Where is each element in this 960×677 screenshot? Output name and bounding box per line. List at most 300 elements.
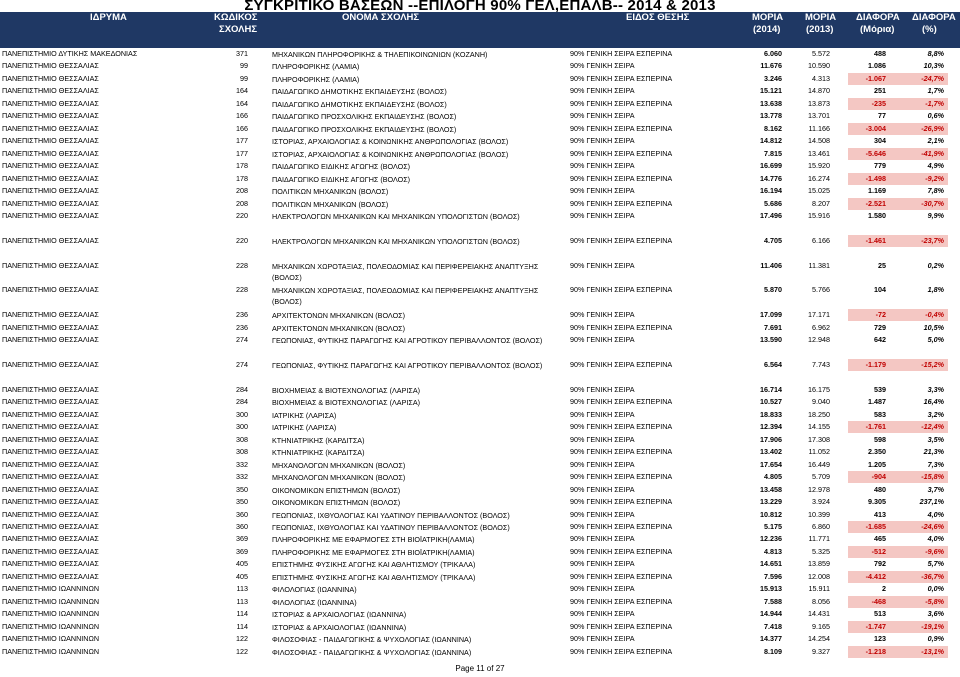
cell-points-2013: 15.025 [808, 186, 830, 196]
cell-school-code: 178 [236, 173, 248, 183]
cell-diff-points: -904 [871, 472, 886, 482]
cell-points-2014: 12.236 [760, 534, 782, 544]
cell-points-2013: 13.859 [808, 559, 830, 569]
table-row [0, 60, 960, 72]
cell-diff-points: 1.086 [868, 61, 886, 71]
cell-school-code: 122 [236, 646, 248, 656]
cell-university: ΠΑΝΕΠΙΣΤΗΜΙΟ ΘΕΣΣΑΛΙΑΣ [2, 260, 99, 270]
header-name: ΟΝΟΜΑ ΣΧΟΛΗΣ [342, 12, 420, 23]
cell-school-name: ΟΙΚΟΝΟΜΙΚΩΝ ΕΠΙΣΤΗΜΩΝ (ΒΟΛΟΣ) [272, 485, 401, 495]
cell-points-2013: 11.771 [808, 534, 830, 544]
cell-diff-percent: 3,3% [927, 384, 944, 394]
cell-university: ΠΑΝΕΠΙΣΤΗΜΙΟ ΘΕΣΣΑΛΙΑΣ [2, 148, 99, 158]
cell-points-2014: 7.691 [764, 322, 782, 332]
cell-diff-percent: 3,2% [927, 409, 944, 419]
cell-seat-type: 90% ΓΕΝΙΚΗ ΣΕΙΡΑ ΕΣΠΕΡΙΝΑ [570, 646, 673, 656]
cell-university: ΠΑΝΕΠΙΣΤΗΜΙΟ ΙΩΑΝΝΙΝΩΝ [2, 596, 100, 606]
cell-school-name: ΦΙΛΟΣΟΦΙΑΣ - ΠΑΙΔΑΓΩΓΙΚΗΣ & ΨΥΧΟΛΟΓΙΑΣ (ΙΩΑΝΝΙΝΑ) [272, 647, 472, 657]
cell-diff-percent: 5,7% [927, 559, 944, 569]
cell-school-name: ΠΛΗΡΟΦΟΡΙΚΗΣ (ΛΑΜΙΑ) [272, 62, 360, 72]
cell-diff-percent: 4,0% [927, 534, 944, 544]
cell-school-name: ΠΟΛΙΤΙΚΩΝ ΜΗΧΑΝΙΚΩΝ (ΒΟΛΟΣ) [272, 187, 389, 197]
cell-seat-type: 90% ΓΕΝΙΚΗ ΣΕΙΡΑ ΕΣΠΕΡΙΝΑ [570, 497, 673, 507]
cell-school-name: ΠΑΙΔΑΓΩΓΙΚΟ ΕΙΔΙΚΗΣ ΑΓΩΓΗΣ (ΒΟΛΟΣ) [272, 174, 411, 184]
table-row [0, 446, 960, 458]
table-row [0, 484, 960, 496]
cell-points-2014: 5.175 [764, 521, 782, 531]
cell-points-2014: 16.699 [760, 161, 782, 171]
table-row [0, 521, 960, 533]
cell-university: ΠΑΝΕΠΙΣΤΗΜΙΟ ΘΕΣΣΑΛΙΑΣ [2, 235, 99, 245]
header-seat: ΕΙΔΟΣ ΘΕΣΗΣ [626, 12, 690, 23]
table-row [0, 160, 960, 172]
cell-seat-type: 90% ΓΕΝΙΚΗ ΣΕΙΡΑ ΕΣΠΕΡΙΝΑ [570, 422, 673, 432]
table-row [0, 633, 960, 645]
cell-diff-percent: 8,8% [927, 49, 944, 58]
table-row [0, 546, 960, 558]
cell-diff-points: 779 [874, 161, 886, 171]
cell-seat-type: 90% ΓΕΝΙΚΗ ΣΕΙΡΑ ΕΣΠΕΡΙΝΑ [570, 123, 673, 133]
cell-points-2014: 16.714 [760, 384, 782, 394]
cell-school-name: ΦΙΛΟΛΟΓΙΑΣ (ΙΩΑΝΝΙΝΑ) [272, 597, 357, 607]
cell-seat-type: 90% ΓΕΝΙΚΗ ΣΕΙΡΑ ΕΣΠΕΡΙΝΑ [570, 73, 673, 83]
cell-points-2014: 6.564 [764, 360, 782, 370]
cell-diff-percent: -5,8% [925, 596, 944, 606]
cell-diff-percent: -1,7% [925, 98, 944, 108]
header-code: ΚΩΔΙΚΟΣ [214, 12, 258, 23]
cell-school-code: 284 [236, 397, 248, 407]
cell-diff-percent: 3,7% [927, 484, 944, 494]
cell-diff-percent: 0,9% [927, 634, 944, 644]
cell-diff-percent: -36,7% [921, 571, 944, 581]
cell-diff-points: -1.218 [865, 646, 886, 656]
cell-school-code: 177 [236, 136, 248, 146]
cell-school-code: 236 [236, 310, 248, 320]
cell-diff-points: 251 [874, 86, 886, 96]
cell-diff-points: 2.350 [868, 447, 886, 457]
page-title: ΣΥΓΚΡΙΤΙΚΟ ΒΑΣΕΩΝ --ΕΠΙΛΟΓΗ 90% ΓΕΛ,ΕΠΑΛΒ-- 2014 & 2013 [244, 0, 716, 12]
table-row [0, 48, 960, 60]
cell-diff-percent: -12,4% [921, 422, 944, 432]
header-m14: ΜΟΡΙΑ [752, 12, 784, 23]
cell-school-name: ΠΑΙΔΑΓΩΓΙΚΟ ΔΗΜΟΤΙΚΗΣ ΕΚΠΑΙΔΕΥΣΗΣ (ΒΟΛΟΣ) [272, 99, 447, 109]
cell-university: ΠΑΝΕΠΙΣΤΗΜΙΟ ΘΕΣΣΑΛΙΑΣ [2, 198, 99, 208]
cell-points-2013: 14.431 [808, 609, 830, 619]
cell-school-name: ΕΠΙΣΤΗΜΗΣ ΦΥΣΙΚΗΣ ΑΓΩΓΗΣ ΚΑΙ ΑΘΛΗΤΙΣΜΟΥ (ΤΡΙΚΑΛΑ) [272, 560, 476, 570]
cell-diff-points: -72 [875, 310, 886, 320]
cell-diff-points: 9.305 [868, 497, 886, 507]
table-row [0, 409, 960, 421]
cell-points-2014: 13.402 [760, 447, 782, 457]
cell-diff-points: 77 [878, 111, 886, 121]
cell-points-2014: 6.060 [764, 49, 782, 58]
cell-seat-type: 90% ΓΕΝΙΚΗ ΣΕΙΡΑ [570, 61, 635, 71]
header-pct: ΔΙΑΦΟΡΑ [912, 12, 956, 23]
cell-school-name: ΙΣΤΟΡΙΑΣ, ΑΡΧΑΙΟΛΟΓΙΑΣ & ΚΟΙΝΩΝΙΚΗΣ ΑΝΘΡΩΠΟΛΟΓΙΑΣ (ΒΟΛΟΣ) [272, 137, 509, 147]
cell-points-2014: 11.676 [760, 61, 782, 71]
cell-school-code: 164 [236, 98, 248, 108]
cell-university: ΠΑΝΕΠΙΣΤΗΜΙΟ ΘΕΣΣΑΛΙΑΣ [2, 509, 99, 519]
cell-diff-percent: 1,8% [927, 285, 944, 295]
cell-diff-points: -1.498 [865, 173, 886, 183]
table-row [0, 621, 960, 633]
cell-diff-points: 465 [874, 534, 886, 544]
cell-points-2013: 14.870 [808, 86, 830, 96]
cell-university: ΠΑΝΕΠΙΣΤΗΜΙΟ ΙΩΑΝΝΙΝΩΝ [2, 634, 100, 644]
cell-points-2013: 13.701 [808, 111, 830, 121]
cell-school-code: 284 [236, 384, 248, 394]
cell-school-code: 405 [236, 559, 248, 569]
table-row [0, 322, 960, 334]
header-m13-year: (2013) [806, 24, 834, 35]
header-m13: ΜΟΡΙΑ [805, 12, 837, 23]
cell-school-code: 350 [236, 497, 248, 507]
cell-points-2014: 5.870 [764, 285, 782, 295]
cell-school-name: ΠΑΙΔΑΓΩΓΙΚΟ ΔΗΜΟΤΙΚΗΣ ΕΚΠΑΙΔΕΥΣΗΣ (ΒΟΛΟΣ) [272, 87, 447, 97]
cell-seat-type: 90% ΓΕΝΙΚΗ ΣΕΙΡΑ [570, 136, 635, 146]
cell-points-2013: 14.254 [808, 634, 830, 644]
cell-seat-type: 90% ΓΕΝΙΚΗ ΣΕΙΡΑ [570, 459, 635, 469]
cell-diff-percent: -9,2% [925, 173, 944, 183]
cell-school-name: ΚΤΗΝΙΑΤΡΙΚΗΣ (ΚΑΡΔΙΤΣΑ) [272, 435, 365, 445]
cell-points-2014: 17.496 [760, 211, 782, 221]
cell-university: ΠΑΝΕΠΙΣΤΗΜΙΟ ΘΕΣΣΑΛΙΑΣ [2, 211, 99, 221]
cell-diff-points: 583 [874, 409, 886, 419]
cell-diff-percent: -24,6% [921, 521, 944, 531]
cell-school-name: ΙΣΤΟΡΙΑΣ & ΑΡΧΑΙΟΛΟΓΙΑΣ (ΙΩΑΝΝΙΝΑ) [272, 610, 407, 620]
cell-diff-points: 413 [874, 509, 886, 519]
cell-points-2014: 13.638 [760, 98, 782, 108]
cell-school-code: 166 [236, 123, 248, 133]
cell-seat-type: 90% ΓΕΝΙΚΗ ΣΕΙΡΑ ΕΣΠΕΡΙΝΑ [570, 546, 673, 556]
cell-university: ΠΑΝΕΠΙΣΤΗΜΙΟ ΘΕΣΣΑΛΙΑΣ [2, 546, 99, 556]
cell-diff-percent: 2,1% [927, 136, 944, 146]
cell-school-code: 220 [236, 211, 248, 221]
cell-university: ΠΑΝΕΠΙΣΤΗΜΙΟ ΘΕΣΣΑΛΙΑΣ [2, 111, 99, 121]
cell-school-name: ΜΗΧΑΝΙΚΩΝ ΠΛΗΡΟΦΟΡΙΚΗΣ & ΤΗΛΕΠΙΚΟΙΝΩΝΙΩΝ (ΚΟΖΑΝΗ) [272, 50, 488, 59]
table-row [0, 434, 960, 446]
cell-points-2013: 11.052 [808, 447, 830, 457]
cell-points-2014: 14.944 [760, 609, 782, 619]
cell-points-2014: 17.906 [760, 434, 782, 444]
table-row [0, 85, 960, 97]
cell-diff-points: -1.461 [865, 235, 886, 245]
cell-diff-percent: 10,5% [923, 322, 944, 332]
cell-seat-type: 90% ΓΕΝΙΚΗ ΣΕΙΡΑ [570, 434, 635, 444]
cell-diff-points: -4.412 [865, 571, 886, 581]
cell-seat-type: 90% ΓΕΝΙΚΗ ΣΕΙΡΑ ΕΣΠΕΡΙΝΑ [570, 322, 673, 332]
cell-university: ΠΑΝΕΠΙΣΤΗΜΙΟ ΘΕΣΣΑΛΙΑΣ [2, 571, 99, 581]
cell-points-2014: 18.833 [760, 409, 782, 419]
table-row [0, 596, 960, 608]
table-row [0, 359, 960, 384]
cell-school-code: 208 [236, 186, 248, 196]
table-row [0, 558, 960, 570]
cell-diff-percent: 0,6% [927, 111, 944, 121]
table-row [0, 396, 960, 408]
cell-points-2013: 7.743 [812, 360, 830, 370]
cell-points-2014: 11.406 [760, 260, 782, 270]
cell-points-2013: 15.916 [808, 211, 830, 221]
cell-points-2014: 7.418 [764, 621, 782, 631]
table-row [0, 135, 960, 147]
table-row [0, 571, 960, 583]
cell-seat-type: 90% ΓΕΝΙΚΗ ΣΕΙΡΑ [570, 260, 635, 270]
cell-diff-percent: -9,6% [925, 546, 944, 556]
cell-school-name: ΠΑΙΔΑΓΩΓΙΚΟ ΠΡΟΣΧΟΛΙΚΗΣ ΕΚΠΑΙΔΕΥΣΗΣ (ΒΟΛΟΣ) [272, 124, 457, 134]
cell-points-2014: 8.109 [764, 646, 782, 656]
cell-points-2013: 12.978 [808, 484, 830, 494]
cell-diff-points: 1.169 [868, 186, 886, 196]
cell-points-2013: 15.911 [808, 584, 830, 594]
cell-university: ΠΑΝΕΠΙΣΤΗΜΙΟ ΘΕΣΣΑΛΙΑΣ [2, 161, 99, 171]
cell-school-name: ΜΗΧΑΝΙΚΩΝ ΧΩΡΟΤΑΞΙΑΣ, ΠΟΛΕΟΔΟΜΙΑΣ ΚΑΙ ΠΕΡΙΦΕΡΕΙΑΚΗΣ ΑΝΑΠΤΥΞΗΣ (ΒΟΛΟΣ) [272, 261, 539, 282]
cell-points-2013: 9.327 [812, 646, 830, 656]
cell-points-2013: 18.250 [808, 409, 830, 419]
cell-diff-points: 104 [874, 285, 886, 295]
cell-points-2013: 5.709 [812, 472, 830, 482]
cell-points-2013: 11.166 [808, 123, 830, 133]
cell-points-2014: 14.377 [760, 634, 782, 644]
cell-seat-type: 90% ΓΕΝΙΚΗ ΣΕΙΡΑ ΕΣΠΕΡΙΝΑ [570, 521, 673, 531]
cell-points-2014: 16.194 [760, 186, 782, 196]
cell-school-name: ΒΙΟΧΗΜΕΙΑΣ & ΒΙΟΤΕΧΝΟΛΟΓΙΑΣ (ΛΑΡΙΣΑ) [272, 385, 421, 395]
cell-school-name: ΠΛΗΡΟΦΟΡΙΚΗΣ ΜΕ ΕΦΑΡΜΟΓΕΣ ΣΤΗ ΒΙΟΪΑΤΡΙΚΗ(ΛΑΜΙΑ) [272, 535, 475, 545]
cell-diff-points: -3.004 [865, 123, 886, 133]
cell-seat-type: 90% ΓΕΝΙΚΗ ΣΕΙΡΑ [570, 86, 635, 96]
cell-university: ΠΑΝΕΠΙΣΤΗΜΙΟ ΘΕΣΣΑΛΙΑΣ [2, 61, 99, 71]
header-diff: ΔΙΑΦΟΡΑ [856, 12, 900, 23]
cell-diff-points: 488 [874, 49, 886, 58]
cell-school-code: 360 [236, 521, 248, 531]
cell-school-name: ΙΣΤΟΡΙΑΣ, ΑΡΧΑΙΟΛΟΓΙΑΣ & ΚΟΙΝΩΝΙΚΗΣ ΑΝΘΡΩΠΟΛΟΓΙΑΣ (ΒΟΛΟΣ) [272, 149, 509, 159]
cell-school-code: 113 [236, 596, 248, 606]
cell-seat-type: 90% ΓΕΝΙΚΗ ΣΕΙΡΑ [570, 186, 635, 196]
cell-school-name: ΠΟΛΙΤΙΚΩΝ ΜΗΧΑΝΙΚΩΝ (ΒΟΛΟΣ) [272, 199, 389, 209]
header-uni: ΙΔΡΥΜΑ [90, 12, 127, 23]
cell-points-2014: 12.394 [760, 422, 782, 432]
cell-diff-points: -1.747 [865, 621, 886, 631]
cell-points-2013: 8.207 [812, 198, 830, 208]
cell-school-name: ΓΕΩΠΟΝΙΑΣ, ΙΧΘΥΟΛΟΓΙΑΣ ΚΑΙ ΥΔΑΤΙΝΟΥ ΠΕΡΙΒΑΛΛΟΝΤΟΣ (ΒΟΛΟΣ) [272, 522, 510, 532]
cell-seat-type: 90% ΓΕΝΙΚΗ ΣΕΙΡΑ ΕΣΠΕΡΙΝΑ [570, 621, 673, 631]
cell-diff-percent: 16,4% [923, 397, 944, 407]
cell-points-2013: 16.274 [808, 173, 830, 183]
cell-points-2013: 10.590 [808, 61, 830, 71]
cell-diff-points: 1.205 [868, 459, 886, 469]
table-row [0, 284, 960, 309]
cell-university: ΠΑΝΕΠΙΣΤΗΜΙΟ ΘΕΣΣΑΛΙΑΣ [2, 434, 99, 444]
cell-school-name: ΓΕΩΠΟΝΙΑΣ, ΦΥΤΙΚΗΣ ΠΑΡΑΓΩΓΗΣ ΚΑΙ ΑΓΡΟΤΙΚΟΥ ΠΕΡΙΒΑΛΛΟΝΤΟΣ (ΒΟΛΟΣ) [272, 361, 543, 371]
table-row [0, 384, 960, 396]
cell-school-code: 300 [236, 409, 248, 419]
cell-school-name: ΦΙΛΟΣΟΦΙΑΣ - ΠΑΙΔΑΓΩΓΙΚΗΣ & ΨΥΧΟΛΟΓΙΑΣ (ΙΩΑΝΝΙΝΑ) [272, 635, 472, 645]
cell-school-code: 177 [236, 148, 248, 158]
cell-university: ΠΑΝΕΠΙΣΤΗΜΙΟ ΘΕΣΣΑΛΙΑΣ [2, 472, 99, 482]
cell-school-code: 405 [236, 571, 248, 581]
cell-university: ΠΑΝΕΠΙΣΤΗΜΙΟ ΘΕΣΣΑΛΙΑΣ [2, 173, 99, 183]
cell-school-name: ΜΗΧΑΝΟΛΟΓΩΝ ΜΗΧΑΝΙΚΩΝ (ΒΟΛΟΣ) [272, 460, 406, 470]
cell-school-code: 178 [236, 161, 248, 171]
cell-seat-type: 90% ΓΕΝΙΚΗ ΣΕΙΡΑ [570, 584, 635, 594]
cell-seat-type: 90% ΓΕΝΙΚΗ ΣΕΙΡΑ ΕΣΠΕΡΙΝΑ [570, 472, 673, 482]
cell-points-2013: 6.962 [812, 322, 830, 332]
cell-diff-percent: 21,3% [923, 447, 944, 457]
cell-diff-percent: 7,3% [927, 459, 944, 469]
cell-seat-type: 90% ΓΕΝΙΚΗ ΣΕΙΡΑ ΕΣΠΕΡΙΝΑ [570, 285, 673, 295]
cell-points-2013: 3.924 [812, 497, 830, 507]
cell-university: ΠΑΝΕΠΙΣΤΗΜΙΟ ΘΕΣΣΑΛΙΑΣ [2, 397, 99, 407]
cell-seat-type: 90% ΓΕΝΙΚΗ ΣΕΙΡΑ [570, 409, 635, 419]
cell-school-code: 113 [236, 584, 248, 594]
cell-seat-type: 90% ΓΕΝΙΚΗ ΣΕΙΡΑ ΕΣΠΕΡΙΝΑ [570, 571, 673, 581]
cell-points-2013: 14.508 [808, 136, 830, 146]
table-row [0, 309, 960, 321]
cell-diff-points: 598 [874, 434, 886, 444]
table-row [0, 173, 960, 185]
table-row [0, 471, 960, 483]
cell-university: ΠΑΝΕΠΙΣΤΗΜΙΟ ΘΕΣΣΑΛΙΑΣ [2, 285, 99, 295]
cell-school-name: ΚΤΗΝΙΑΤΡΙΚΗΣ (ΚΑΡΔΙΤΣΑ) [272, 448, 365, 458]
table-row [0, 533, 960, 545]
cell-points-2013: 16.175 [808, 384, 830, 394]
cell-seat-type: 90% ΓΕΝΙΚΗ ΣΕΙΡΑ [570, 634, 635, 644]
table-row [0, 198, 960, 210]
cell-points-2013: 12.948 [808, 335, 830, 345]
cell-diff-points: 123 [874, 634, 886, 644]
cell-points-2014: 17.099 [760, 310, 782, 320]
cell-school-code: 166 [236, 111, 248, 121]
cell-school-code: 332 [236, 459, 248, 469]
cell-diff-points: -5.646 [865, 148, 886, 158]
cell-points-2013: 17.308 [808, 434, 830, 444]
cell-seat-type: 90% ΓΕΝΙΚΗ ΣΕΙΡΑ ΕΣΠΕΡΙΝΑ [570, 173, 673, 183]
cell-diff-percent: -0,4% [925, 310, 944, 320]
cell-seat-type: 90% ΓΕΝΙΚΗ ΣΕΙΡΑ [570, 384, 635, 394]
cell-school-code: 360 [236, 509, 248, 519]
cell-school-code: 300 [236, 422, 248, 432]
cell-points-2013: 9.040 [812, 397, 830, 407]
cell-school-code: 228 [236, 285, 248, 295]
table-row [0, 73, 960, 85]
cell-points-2013: 13.873 [808, 98, 830, 108]
cell-seat-type: 90% ΓΕΝΙΚΗ ΣΕΙΡΑ [570, 609, 635, 619]
table-row [0, 334, 960, 359]
cell-points-2013: 12.008 [808, 571, 830, 581]
cell-school-name: ΒΙΟΧΗΜΕΙΑΣ & ΒΙΟΤΕΧΝΟΛΟΓΙΑΣ (ΛΑΡΙΣΑ) [272, 398, 421, 408]
cell-school-code: 350 [236, 484, 248, 494]
cell-university: ΠΑΝΕΠΙΣΤΗΜΙΟ ΘΕΣΣΑΛΙΑΣ [2, 384, 99, 394]
cell-diff-percent: -41,9% [921, 148, 944, 158]
cell-points-2014: 4.705 [764, 235, 782, 245]
cell-points-2013: 13.461 [808, 148, 830, 158]
cell-school-name: ΑΡΧΙΤΕΚΤΟΝΩΝ ΜΗΧΑΝΙΚΩΝ (ΒΟΛΟΣ) [272, 323, 405, 333]
cell-seat-type: 90% ΓΕΝΙΚΗ ΣΕΙΡΑ [570, 161, 635, 171]
cell-school-code: 369 [236, 546, 248, 556]
cell-school-name: ΙΑΤΡΙΚΗΣ (ΛΑΡΙΣΑ) [272, 410, 337, 420]
cell-school-code: 114 [236, 621, 248, 631]
cell-school-code: 164 [236, 86, 248, 96]
table-row [0, 646, 960, 658]
cell-points-2014: 5.686 [764, 198, 782, 208]
table-row [0, 260, 960, 285]
table-header [0, 12, 960, 48]
cell-diff-points: -1.685 [865, 521, 886, 531]
cell-school-name: ΗΛΕΚΤΡΟΛΟΓΩΝ ΜΗΧΑΝΙΚΩΝ ΚΑΙ ΜΗΧΑΝΙΚΩΝ ΥΠΟΛΟΓΙΣΤΩΝ (ΒΟΛΟΣ) [272, 236, 520, 246]
cell-points-2014: 13.590 [760, 335, 782, 345]
cell-school-name: ΙΑΤΡΙΚΗΣ (ΛΑΡΙΣΑ) [272, 423, 337, 433]
table-row [0, 608, 960, 620]
cell-seat-type: 90% ΓΕΝΙΚΗ ΣΕΙΡΑ [570, 484, 635, 494]
cell-points-2013: 6.166 [812, 235, 830, 245]
table-row [0, 185, 960, 197]
table-row [0, 496, 960, 508]
cell-diff-percent: -24,7% [921, 73, 944, 83]
cell-university: ΠΑΝΕΠΙΣΤΗΜΙΟ ΙΩΑΝΝΙΝΩΝ [2, 621, 100, 631]
cell-school-code: 371 [236, 49, 248, 58]
cell-diff-points: -512 [871, 546, 886, 556]
cell-points-2014: 10.527 [760, 397, 782, 407]
cell-diff-points: 513 [874, 609, 886, 619]
cell-school-name: ΓΕΩΠΟΝΙΑΣ, ΦΥΤΙΚΗΣ ΠΑΡΑΓΩΓΗΣ ΚΑΙ ΑΓΡΟΤΙΚΟΥ ΠΕΡΙΒΑΛΛΟΝΤΟΣ (ΒΟΛΟΣ) [272, 336, 543, 346]
cell-university: ΠΑΝΕΠΙΣΤΗΜΙΟ ΘΕΣΣΑΛΙΑΣ [2, 335, 99, 345]
cell-points-2014: 7.815 [764, 148, 782, 158]
cell-school-code: 122 [236, 634, 248, 644]
cell-school-name: ΕΠΙΣΤΗΜΗΣ ΦΥΣΙΚΗΣ ΑΓΩΓΗΣ ΚΑΙ ΑΘΛΗΤΙΣΜΟΥ (ΤΡΙΚΑΛΑ) [272, 572, 476, 582]
cell-university: ΠΑΝΕΠΙΣΤΗΜΙΟ ΔΥΤΙΚΗΣ ΜΑΚΕΔΟΝΙΑΣ [2, 49, 138, 58]
cell-seat-type: 90% ΓΕΝΙΚΗ ΣΕΙΡΑ ΕΣΠΕΡΙΝΑ [570, 98, 673, 108]
table-row [0, 235, 960, 260]
cell-points-2014: 4.805 [764, 472, 782, 482]
cell-points-2013: 10.399 [808, 509, 830, 519]
cell-university: ΠΑΝΕΠΙΣΤΗΜΙΟ ΘΕΣΣΑΛΙΑΣ [2, 186, 99, 196]
cell-university: ΠΑΝΕΠΙΣΤΗΜΙΟ ΙΩΑΝΝΙΝΩΝ [2, 584, 100, 594]
cell-diff-percent: 3,5% [927, 434, 944, 444]
cell-diff-percent: 0,2% [927, 260, 944, 270]
cell-diff-points: -1.067 [865, 73, 886, 83]
cell-school-name: ΟΙΚΟΝΟΜΙΚΩΝ ΕΠΙΣΤΗΜΩΝ (ΒΟΛΟΣ) [272, 498, 401, 508]
cell-university: ΠΑΝΕΠΙΣΤΗΜΙΟ ΘΕΣΣΑΛΙΑΣ [2, 98, 99, 108]
cell-points-2013: 16.449 [808, 459, 830, 469]
cell-diff-points: -1.761 [865, 422, 886, 432]
cell-school-name: ΑΡΧΙΤΕΚΤΟΝΩΝ ΜΗΧΑΝΙΚΩΝ (ΒΟΛΟΣ) [272, 311, 405, 321]
cell-diff-percent: -15,8% [921, 472, 944, 482]
cell-school-code: 220 [236, 235, 248, 245]
cell-school-name: ΓΕΩΠΟΝΙΑΣ, ΙΧΘΥΟΛΟΓΙΑΣ ΚΑΙ ΥΔΑΤΙΝΟΥ ΠΕΡΙΒΑΛΛΟΝΤΟΣ (ΒΟΛΟΣ) [272, 510, 510, 520]
cell-school-name: ΜΗΧΑΝΟΛΟΓΩΝ ΜΗΧΑΝΙΚΩΝ (ΒΟΛΟΣ) [272, 473, 406, 483]
cell-seat-type: 90% ΓΕΝΙΚΗ ΣΕΙΡΑ ΕΣΠΕΡΙΝΑ [570, 49, 673, 58]
table-row [0, 421, 960, 433]
cell-school-code: 332 [236, 472, 248, 482]
cell-points-2013: 6.860 [812, 521, 830, 531]
cell-school-name: ΙΣΤΟΡΙΑΣ & ΑΡΧΑΙΟΛΟΓΙΑΣ (ΙΩΑΝΝΙΝΑ) [272, 622, 407, 632]
cell-points-2013: 14.155 [808, 422, 830, 432]
cell-university: ΠΑΝΕΠΙΣΤΗΜΙΟ ΘΕΣΣΑΛΙΑΣ [2, 86, 99, 96]
cell-university: ΠΑΝΕΠΙΣΤΗΜΙΟ ΘΕΣΣΑΛΙΑΣ [2, 422, 99, 432]
cell-points-2014: 14.776 [760, 173, 782, 183]
cell-university: ΠΑΝΕΠΙΣΤΗΜΙΟ ΘΕΣΣΑΛΙΑΣ [2, 497, 99, 507]
cell-school-code: 99 [240, 61, 248, 71]
header-m14-year: (2014) [753, 24, 781, 35]
cell-diff-points: 304 [874, 136, 886, 146]
cell-diff-points: -2.521 [865, 198, 886, 208]
cell-seat-type: 90% ΓΕΝΙΚΗ ΣΕΙΡΑ [570, 509, 635, 519]
table-row [0, 123, 960, 135]
cell-seat-type: 90% ΓΕΝΙΚΗ ΣΕΙΡΑ ΕΣΠΕΡΙΝΑ [570, 596, 673, 606]
table-body [0, 48, 960, 658]
cell-school-code: 228 [236, 260, 248, 270]
cell-diff-points: 539 [874, 384, 886, 394]
